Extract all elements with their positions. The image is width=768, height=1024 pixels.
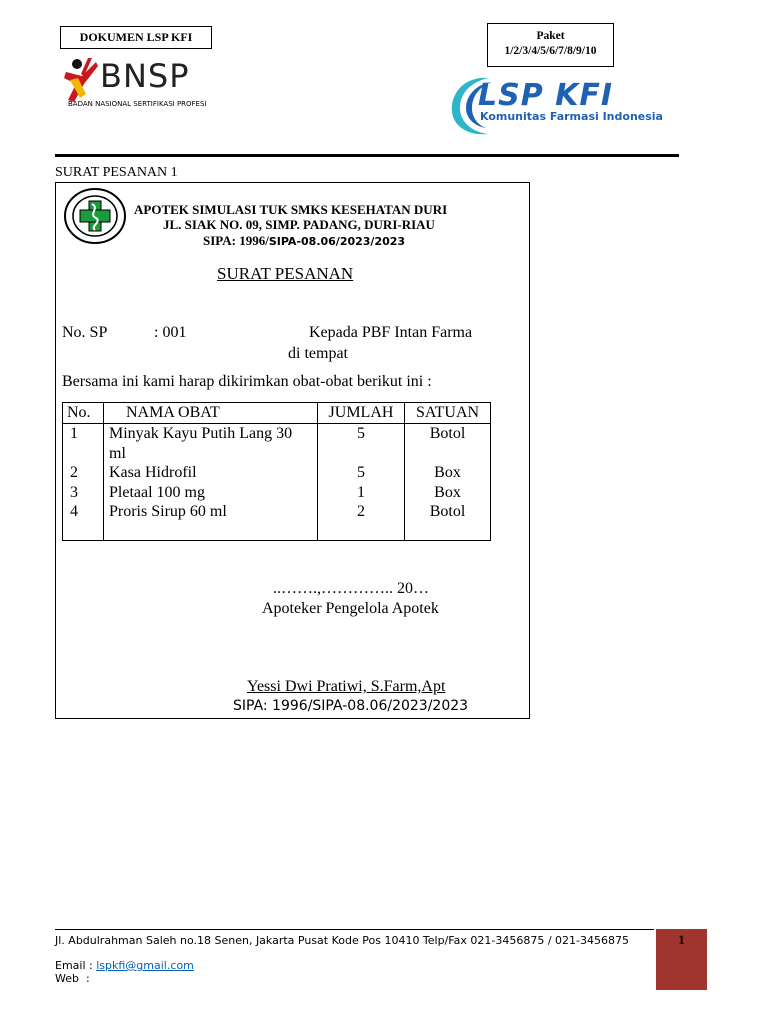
row-nama-obat: Minyak Kayu Putih Lang 30 ml (104, 424, 318, 464)
row-no: 3 (63, 483, 104, 503)
bnsp-emblem-icon (62, 54, 102, 104)
row-nama-obat: Pletaal 100 mg (104, 483, 318, 503)
bnsp-logo-subtitle: BADAN NASIONAL SERTIFIKASI PROFESI (68, 100, 207, 108)
column-header-nama-obat: NAMA OBAT (104, 403, 318, 424)
paket-value: 1/2/3/4/5/6/7/8/9/10 (504, 45, 597, 57)
pharmacy-emblem-icon (64, 188, 126, 244)
row-no: 2 (63, 463, 104, 483)
page-number-badge (656, 929, 707, 990)
header-divider (55, 154, 679, 157)
lsp-kfi-logo (448, 72, 668, 138)
table-row (63, 502, 491, 541)
footer-address: Jl. Abdulrahman Saleh no.18 Senen, Jakarta Pusat Kode Pos 10410 Telp/Fax 021-3456875 / 021-3456875 (55, 934, 629, 947)
column-header-jumlah: JUMLAH (318, 403, 405, 424)
recipient: Kepada PBF Intan Farma (309, 324, 473, 341)
row-satuan: Box (405, 483, 491, 503)
row-satuan: Box (405, 463, 491, 483)
table-row (63, 424, 491, 464)
table-header-row (63, 403, 491, 424)
footer-web: Web : (55, 972, 90, 985)
footer-email (55, 959, 194, 972)
apotek-sipa-prefix: SIPA: 1996/ (203, 233, 269, 248)
row-no: 4 (63, 502, 104, 541)
table-row (63, 463, 491, 483)
footer-divider (55, 929, 654, 930)
document-label: DOKUMEN LSP KFI (60, 26, 212, 49)
page-number: 1 (678, 932, 685, 947)
signer-role: Apoteker Pengelola Apotek (262, 600, 439, 617)
row-satuan: Botol (405, 502, 491, 541)
row-nama-obat: Kasa Hidrofil (104, 463, 318, 483)
order-table (62, 402, 491, 541)
row-jumlah: 5 (318, 463, 405, 483)
lsp-kfi-logo-subtitle: Komunitas Farmasi Indonesia (480, 110, 663, 123)
signer-name: Yessi Dwi Pratiwi, S.Farm,Apt (247, 678, 446, 695)
row-jumlah: 1 (318, 483, 405, 503)
no-sp-label: No. SP (62, 324, 108, 341)
row-nama-obat: Proris Sirup 60 ml (104, 502, 318, 541)
row-jumlah: 2 (318, 502, 405, 541)
table-row (63, 483, 491, 503)
apotek-sipa-number: SIPA-08.06/2023/2023 (268, 235, 406, 248)
apotek-name: APOTEK SIMULASI TUK SMKS KESEHATAN DURI (134, 202, 448, 217)
column-header-satuan: SATUAN (405, 403, 491, 424)
apotek-sipa (203, 233, 405, 249)
recipient-location: di tempat (288, 345, 348, 362)
paket-title: Paket (536, 30, 565, 42)
row-jumlah: 5 (318, 424, 405, 464)
intro-text: Bersama ini kami harap dikirimkan obat-obat berikut ini : (62, 373, 432, 390)
bnsp-logo-text: BNSP (100, 57, 190, 95)
apotek-address: JL. SIAK NO. 09, SIMP. PADANG, DURI-RIAU (163, 217, 435, 232)
signer-sipa: SIPA: 1996/SIPA-08.06/2023/2023 (233, 698, 469, 714)
column-header-no: No. (63, 403, 104, 424)
bnsp-logo (60, 52, 230, 114)
no-sp-value: : 001 (154, 324, 187, 341)
date-line: ..…….,………….. 20… (273, 580, 429, 597)
row-no: 1 (63, 424, 104, 464)
row-satuan: Botol (405, 424, 491, 464)
footer-email-label: Email : (55, 959, 97, 972)
lsp-kfi-logo-text: LSP KFI (478, 78, 614, 113)
footer-email-link[interactable]: lspkfi@gmail.com (96, 959, 194, 972)
paket-box (487, 23, 614, 67)
section-title: SURAT PESANAN 1 (55, 165, 178, 180)
letter-title: SURAT PESANAN (217, 264, 354, 283)
